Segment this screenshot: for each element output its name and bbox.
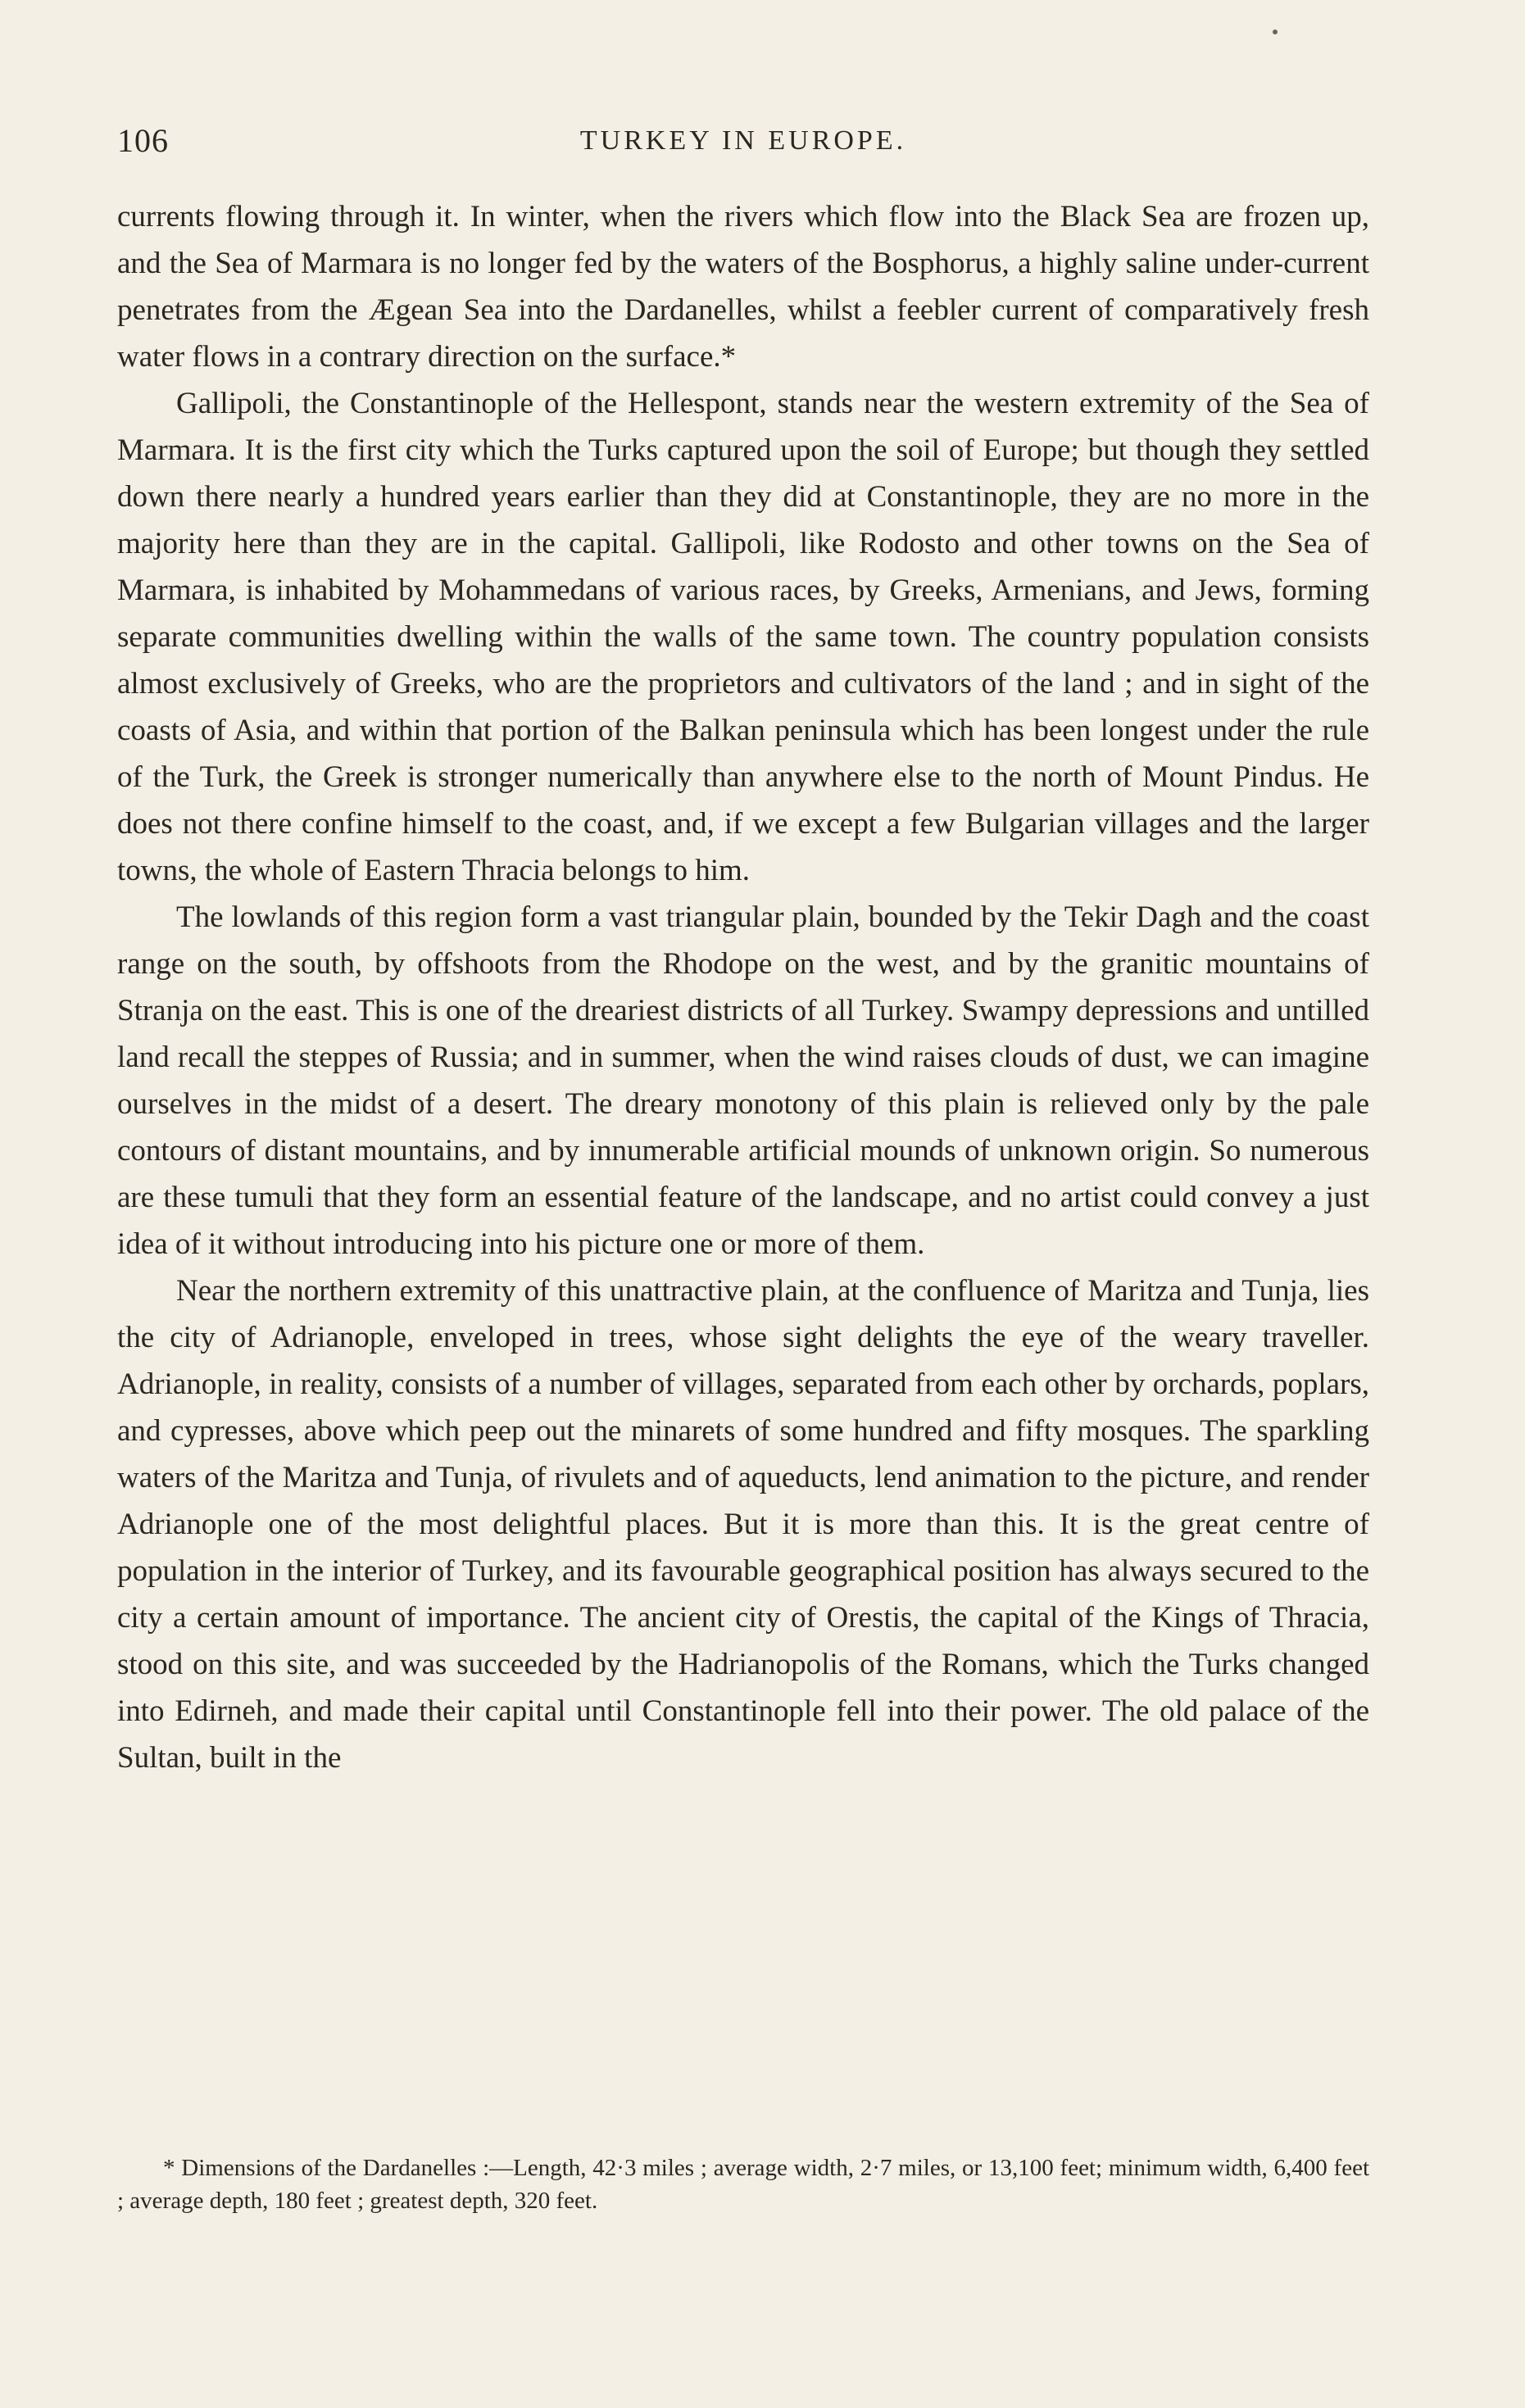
- page-number: 106: [117, 122, 169, 159]
- body-text: [117, 193, 1369, 1781]
- paragraph-continued: currents flowing through it. In winter, when the rivers which flow into the Black Sea are frozen up, and the Sea of Marmara is no longer fed by the waters of the Bosphorus, a highly saline under-current penetrates from the Ægean Sea into the Dardanelles, whilst a feebler current of comparatively fresh water flows in a contrary direction on the surface.*: [117, 200, 1369, 374]
- paragraph-gallipoli: Gallipoli, the Constantinople of the Hellespont, stands near the western extremity of the Sea of Marmara. It is the first city which the Turks captured upon the soil of Europe; but though they settled down there nearly a hundred years earlier than they did at Constantinople, they are no more in the majority here than they are in the capital. Gallipoli, like Rodosto and other towns on the Sea of Marmara, is inhabited by Mohammedans of various races, by Greeks, Armenians, and Jews, forming separate communities dwelling within the walls of the same town. The country population consists almost exclusively of Greeks, who are the proprietors and cultivators of the land ; and in sight of the coasts of Asia, and within that portion of the Balkan peninsula which has been longest under the rule of the Turk, the Greek is stronger numerically than anywhere else to the north of Mount Pindus. He does not there confine himself to the coast, and, if we except a few Bulgarian villages and the larger towns, the whole of Eastern Thracia belongs to him.: [117, 387, 1369, 887]
- paragraph-adrianople: Near the northern extremity of this unattractive plain, at the confluence of Maritza and Tunja, lies the city of Adrianople, enveloped in trees, whose sight delights the eye of the weary traveller. Adrianople, in reality, consists of a number of villages, separated from each other by orchards, poplars, and cypresses, above which peep out the minarets of some hundred and fifty mosques. The sparkling waters of the Maritza and Tunja, of rivulets and of aqueducts, lend animation to the picture, and render Adrianople one of the most delightful places. But it is more than this. It is the great centre of population in the interior of Turkey, and its favourable geographical position has always secured to the city a certain amount of importance. The ancient city of Orestis, the capital of the Kings of Thracia, stood on this site, and was succeeded by the Hadrianopolis of the Romans, which the Turks changed into Edirneh, and made their capital until Constantinople fell into their power. The old palace of the Sultan, built in the: [117, 1274, 1369, 1775]
- running-title: TURKEY IN EUROPE.: [579, 125, 907, 156]
- footnote: * Dimensions of the Dardanelles :—Length, 42·3 miles ; average width, 2·7 miles, or 13,100 feet; minimum width, 6,400 feet ; average depth, 180 feet ; greatest depth, 320 feet.: [117, 2155, 1369, 2214]
- paragraph-lowlands: The lowlands of this region form a vast triangular plain, bounded by the Tekir Dagh and the coast range on the south, by offshoots from the Rhodope on the west, and by the granitic mountains of Stranja on the east. This is one of the dreariest districts of all Turkey. Swampy depressions and untilled land recall the steppes of Russia; and in summer, when the wind raises clouds of dust, we can imagine ourselves in the midst of a desert. The dreary monotony of this plain is relieved only by the pale contours of distant mountains, and by innumerable artificial mounds of unknown origin. So numerous are these tumuli that they form an essential feature of the landscape, and no artist could convey a just idea of it without introducing into his picture one or more of them.: [117, 900, 1369, 1261]
- running-head: [117, 116, 1369, 166]
- ink-speck: [1273, 29, 1278, 34]
